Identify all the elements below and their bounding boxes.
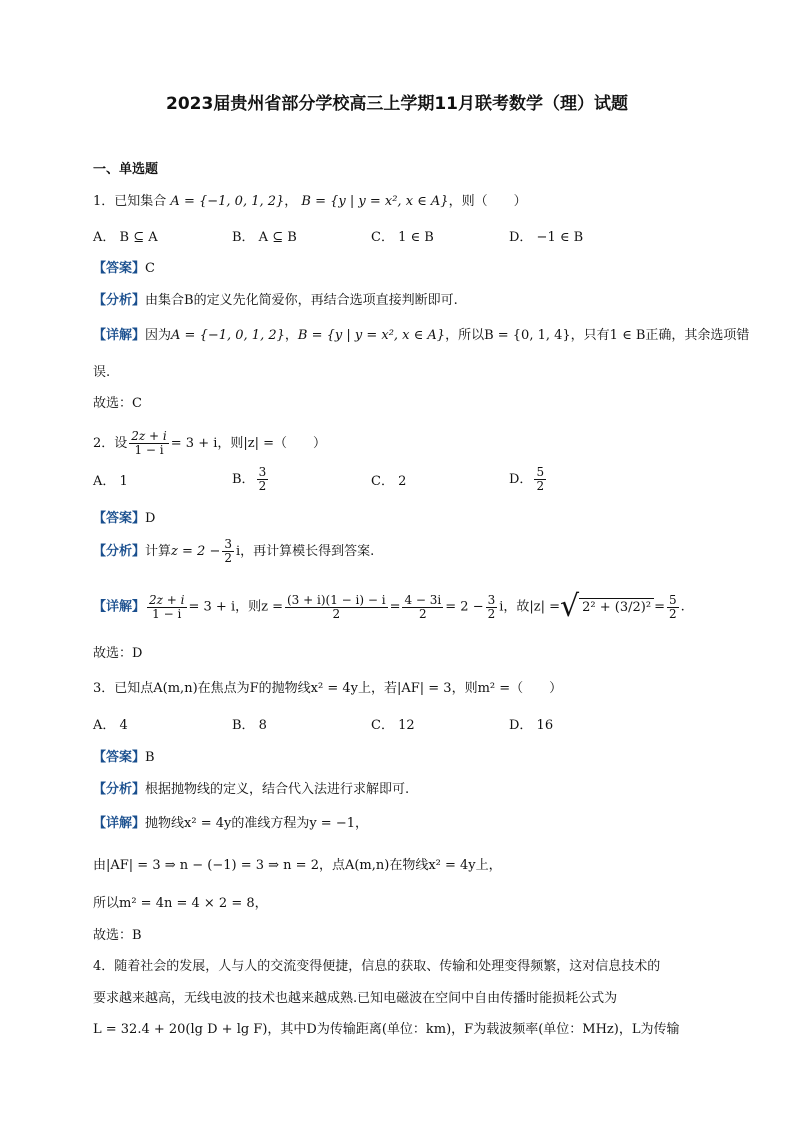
q2-option-d-num: 5: [536, 465, 545, 479]
q1-detail-cont: 误.: [93, 365, 111, 380]
q2-detail-frac1-den: 1 − i: [152, 606, 182, 621]
q2-detail-frac3-den: 2: [419, 606, 427, 621]
q3-stem: 3．已知点A(m,n)在焦点为F的抛物线x² = 4y上，若|AF| = 3，则m² =（ ）: [93, 681, 563, 696]
q2-detail-frac2: [285, 594, 388, 621]
q2-detail-frac5: [667, 594, 679, 621]
q2-option-d: [509, 466, 548, 493]
q2-stem: [93, 430, 326, 457]
q1-option-a: A． B ⊆ A: [93, 230, 158, 245]
radical-icon: √: [560, 589, 580, 624]
q3-option-d: D． 16: [509, 718, 554, 733]
q2-analysis-den: 2: [224, 551, 232, 565]
q1-option-b: B． A ⊆ B: [232, 230, 297, 245]
analysis-label: 【分析】: [93, 782, 146, 797]
choose-label: 故选：: [93, 646, 133, 661]
q2-detail: [93, 589, 685, 624]
q2-analysis-frac: [222, 538, 234, 565]
page-title: 2023届贵州省部分学校高三上学期11月联考数学（理）试题: [166, 94, 628, 114]
q2-analysis-text: 计算: [145, 544, 172, 559]
q3-detail-line3: 所以m² = 4n = 4 × 2 = 8，: [93, 896, 268, 911]
q1-analysis-text: 由集合B的定义先化简爱你，再结合选项直接判断即可.: [145, 293, 458, 308]
q1-detail-set-b: B = {y | y = x², x ∈ A}: [297, 328, 446, 343]
q3-answer: [93, 749, 155, 767]
choose-label: 故选：: [93, 928, 133, 943]
q2-choose: [93, 645, 142, 663]
q3-choose: [93, 927, 142, 945]
q2-detail-frac4-num: 3: [487, 592, 496, 607]
q2-detail-frac1: [147, 594, 186, 621]
q1-stem-end: ，则（ ）: [448, 194, 527, 209]
q2-detail-frac2-num: (3 + i)(1 − i) − i: [287, 592, 386, 607]
q2-stem-text: 2．设: [93, 436, 128, 451]
q2-option-d-den: 2: [536, 479, 545, 493]
q3-analysis-text: 根据抛物线的定义，结合代入法进行求解即可.: [145, 782, 410, 797]
q1-choose-value: C: [132, 396, 142, 411]
q2-option-b-den: 2: [258, 479, 267, 493]
q2-option-d-label: D．: [509, 472, 533, 487]
choose-label: 故选：: [93, 396, 133, 411]
q1-detail-text: 因为: [145, 328, 172, 343]
q2-fraction-num: 2z + i: [131, 429, 167, 443]
q2-detail-frac3: [402, 594, 443, 621]
q2-answer-value: D: [145, 511, 156, 526]
q2-option-b-frac: [257, 466, 269, 493]
q3-option-c: C． 12: [371, 718, 415, 733]
q2-detail-frac5-den: 2: [668, 606, 677, 621]
q2-choose-value: D: [132, 646, 143, 661]
q4-line3: L = 32.4 + 20(lg D + lg F)，其中D为传输距离(单位：km)，F为载波频率(单位：MHz)，L为传输: [93, 1022, 680, 1037]
q1-detail-set-a: A = {−1, 0, 1, 2}: [171, 328, 285, 343]
analysis-label: 【分析】: [93, 544, 146, 559]
section-heading: 一、单选题: [93, 162, 159, 177]
q3-option-a: A． 4: [93, 718, 128, 733]
q1-option-c: C． 1 ∈ B: [371, 230, 434, 245]
q1-analysis: [93, 292, 458, 310]
q2-detail-frac3-num: 4 − 3i: [404, 592, 442, 607]
q2-fraction-den: 1 − i: [134, 443, 164, 457]
q1-detail: 【详解】因为A = {−1, 0, 1, 2}，B = {y | y = x², x ∈ A}，所以B = {0, 1, 4}，只有1 ∈ B正确，其余选项错: [93, 328, 750, 343]
q4-line2: 要求越来越高，无线电波的技术也越来越成熟.已知电磁波在空间中自由传播时能损耗公式为: [93, 991, 618, 1006]
q2-detail-frac2-den: 2: [332, 606, 341, 621]
q3-detail-text: 抛物线x² = 4y的准线方程为y = −1，: [145, 816, 368, 831]
q1-set-b: B = {y | y = x², x ∈ A}: [301, 194, 449, 209]
q2-option-b: [232, 466, 270, 493]
q1-choose: [93, 395, 142, 413]
q2-analysis-z: z = 2 −: [171, 544, 221, 559]
q2-detail-frac4-den: 2: [487, 606, 496, 621]
q2-detail-sqrt-content: 2² + (3/2)²: [579, 598, 654, 617]
q2-detail-eq: = 3 + i，则z =: [188, 599, 283, 615]
analysis-label: 【分析】: [93, 293, 146, 308]
q1-stem-text: 1．已知集合: [93, 194, 167, 209]
q2-stem-end: = 3 + i，则|z| =（ ）: [170, 436, 327, 451]
q2-analysis-num: 3: [224, 537, 232, 551]
q2-answer: [93, 510, 155, 528]
q2-detail-eq2: =: [389, 599, 401, 615]
q3-choose-value: B: [132, 928, 142, 943]
answer-label: 【答案】: [93, 750, 146, 765]
q2-analysis: [93, 538, 374, 565]
q1-answer: [93, 260, 155, 278]
q2-analysis-end: i，再计算模长得到答案.: [235, 544, 375, 559]
q2-detail-eq4: i，故|z| =: [499, 599, 561, 615]
q2-detail-sqrt: [560, 589, 654, 624]
q2-detail-frac5-num: 5: [668, 592, 677, 607]
q1-stem: 1．已知集合 A = {−1, 0, 1, 2}， B = {y | y = x², x ∈ A}，则（ ）: [93, 194, 527, 209]
q1-set-a: A = {−1, 0, 1, 2}: [170, 194, 285, 209]
q2-detail-frac4: [486, 594, 498, 621]
answer-label: 【答案】: [93, 261, 146, 276]
detail-label: 【详解】: [93, 328, 146, 343]
q4-line1: 4．随着社会的发展，人与人的交流变得便捷，信息的获取、传输和处理变得频繁，这对信息技术的: [93, 959, 661, 974]
q2-option-a: A． 1: [93, 474, 128, 489]
q2-option-b-num: 3: [258, 465, 267, 479]
q2-option-b-label: B．: [232, 472, 255, 487]
q1-answer-value: C: [145, 261, 155, 276]
q2-detail-frac1-num: 2z + i: [149, 592, 185, 607]
q3-detail-line2: 由|AF| = 3 ⇒ n − (−1) = 3 ⇒ n = 2，点A(m,n)在物线x² = 4y上，: [93, 858, 502, 873]
q3-detail: [93, 815, 368, 833]
q2-option-c: C． 2: [371, 474, 407, 489]
q3-analysis: [93, 781, 409, 799]
q2-detail-eq5: =: [654, 599, 665, 615]
q2-detail-eq3: = 2 −: [445, 599, 484, 615]
answer-label: 【答案】: [93, 511, 146, 526]
q1-detail-result: ，所以B = {0, 1, 4}，只有1 ∈ B正确，其余选项错: [445, 328, 750, 343]
q2-detail-end: .: [680, 599, 685, 615]
q1-option-d: D． −1 ∈ B: [509, 230, 584, 245]
detail-label: 【详解】: [93, 816, 146, 831]
q2-fraction: [129, 430, 168, 457]
q3-option-b: B． 8: [232, 718, 267, 733]
q2-option-d-frac: [534, 466, 546, 493]
q3-answer-value: B: [145, 750, 155, 765]
detail-label: 【详解】: [93, 599, 146, 615]
